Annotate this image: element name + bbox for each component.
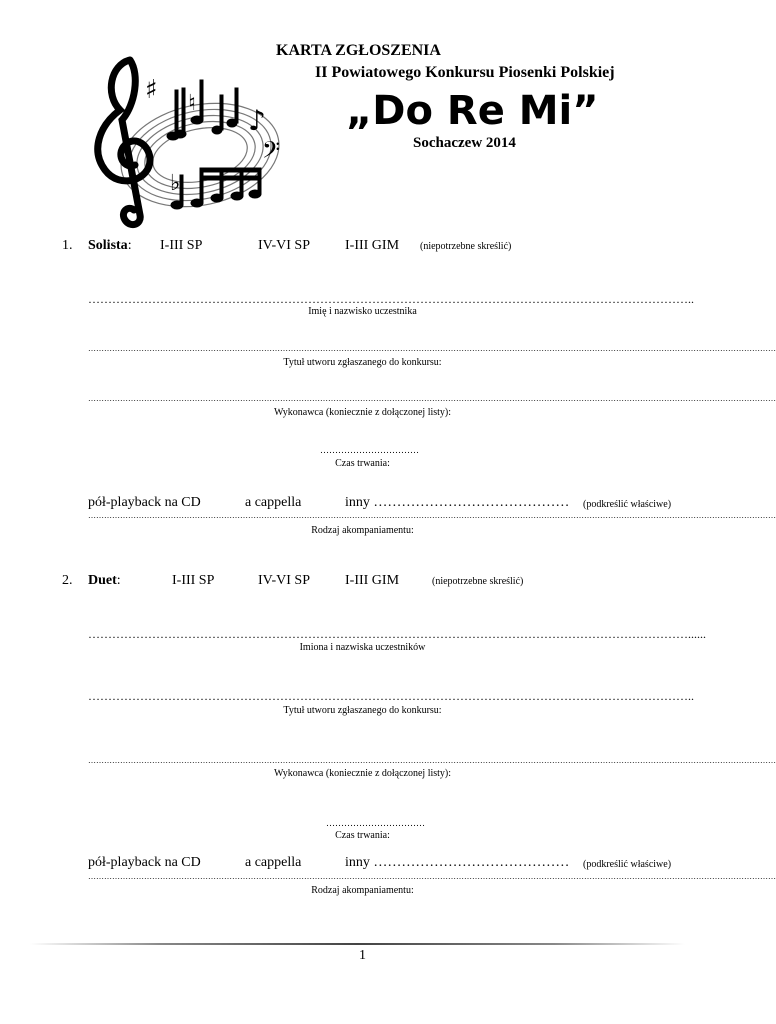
accomp-input-line[interactable]: …………………………………………………………………………………………………………………………………………………………………………………………………………………………………… bbox=[88, 511, 776, 520]
page-title: „Do Re Mi” bbox=[346, 88, 599, 134]
page-number: 1 bbox=[359, 948, 366, 963]
section2-option-1[interactable]: I-III SP bbox=[172, 573, 215, 588]
duet-accomp-option-acappella[interactable]: a cappella bbox=[245, 855, 302, 870]
names-caption: Imiona i nazwiska uczestników bbox=[299, 642, 426, 653]
title-input-line[interactable]: …………………………………………………………………………………………………………………………………………………………………………………………………………………………………… bbox=[88, 344, 776, 353]
section1-label: Solista: bbox=[88, 238, 132, 253]
name-caption: Imię i nazwisko uczestnika bbox=[308, 306, 417, 317]
duet-duration-input-line[interactable]: …………………………… bbox=[326, 818, 425, 828]
section1-option-3[interactable]: I-III GIM bbox=[345, 238, 400, 253]
duet-accomp-option-other[interactable]: inny …………………………………… bbox=[345, 855, 570, 870]
section2-option-3[interactable]: I-III GIM bbox=[345, 573, 400, 588]
header-city-year: Sochaczew 2014 bbox=[413, 135, 516, 151]
footer-divider bbox=[30, 943, 685, 945]
title-caption: Tytuł utworu zgłaszanego do konkursu: bbox=[283, 357, 442, 368]
performer-input-line[interactable]: …………………………………………………………………………………………………………………………………………………………………………………………………………………………………… bbox=[88, 394, 776, 403]
svg-text:♪: ♪ bbox=[248, 104, 266, 137]
accomp-option-acappella[interactable]: a cappella bbox=[245, 495, 302, 510]
svg-text:♭: ♭ bbox=[170, 171, 181, 196]
section1-note: (niepotrzebne skreślić) bbox=[420, 241, 512, 252]
duet-title-caption: Tytuł utworu zgłaszanego do konkursu: bbox=[283, 705, 442, 716]
name-input-line[interactable]: …………………………………………………………………………………………………………………………………….. bbox=[88, 292, 694, 306]
svg-text:𝄢: 𝄢 bbox=[262, 136, 281, 169]
section2-option-2[interactable]: IV-VI SP bbox=[258, 573, 310, 588]
duet-performer-input-line[interactable]: …………………………………………………………………………………………………………………………………………………………………………………………………………………………………… bbox=[88, 756, 776, 765]
duration-caption: Czas trwania: bbox=[335, 458, 390, 469]
header-line2: II Powiatowego Konkursu Piosenki Polskiej bbox=[315, 64, 615, 81]
duet-title-input-line[interactable]: …………………………………………………………………………………………………………………………………….. bbox=[88, 689, 694, 703]
section1-number: 1. bbox=[62, 238, 73, 253]
accomp-caption: Rodzaj akompaniamentu: bbox=[311, 525, 414, 536]
performer-caption: Wykonawca (koniecznie z dołączonej listy): bbox=[273, 407, 452, 418]
section2-label: Duet: bbox=[88, 573, 121, 588]
duet-accomp-note: (podkreślić właściwe) bbox=[583, 859, 672, 870]
duration-input-line[interactable]: …………………………… bbox=[320, 445, 419, 455]
duet-performer-caption: Wykonawca (koniecznie z dołączonej listy): bbox=[273, 768, 452, 779]
section2-note: (niepotrzebne skreślić) bbox=[432, 576, 524, 587]
header-line1: KARTA ZGŁOSZENIA bbox=[276, 42, 441, 59]
duet-duration-caption: Czas trwania: bbox=[335, 830, 390, 841]
section1-option-2[interactable]: IV-VI SP bbox=[258, 238, 310, 253]
duet-accomp-caption: Rodzaj akompaniamentu: bbox=[311, 885, 414, 896]
section2-number: 2. bbox=[62, 573, 73, 588]
accomp-option-playback[interactable]: pół-playback na CD bbox=[88, 495, 201, 510]
duet-accomp-option-playback[interactable]: pół-playback na CD bbox=[88, 855, 201, 870]
section1-option-1[interactable]: I-III SP bbox=[160, 238, 203, 253]
svg-text:♯: ♯ bbox=[145, 75, 158, 105]
duet-accomp-input-line[interactable]: …………………………………………………………………………………………………………………………………………………………………………………………………………………………………… bbox=[88, 872, 776, 881]
music-notes-icon bbox=[70, 50, 290, 230]
names-input-line[interactable]: ……………………………………………………………………………………………………………………………………...... bbox=[88, 627, 706, 641]
accomp-option-other[interactable]: inny …………………………………… bbox=[345, 495, 570, 510]
svg-text:♮: ♮ bbox=[188, 91, 196, 116]
accomp-note: (podkreślić właściwe) bbox=[583, 499, 672, 510]
